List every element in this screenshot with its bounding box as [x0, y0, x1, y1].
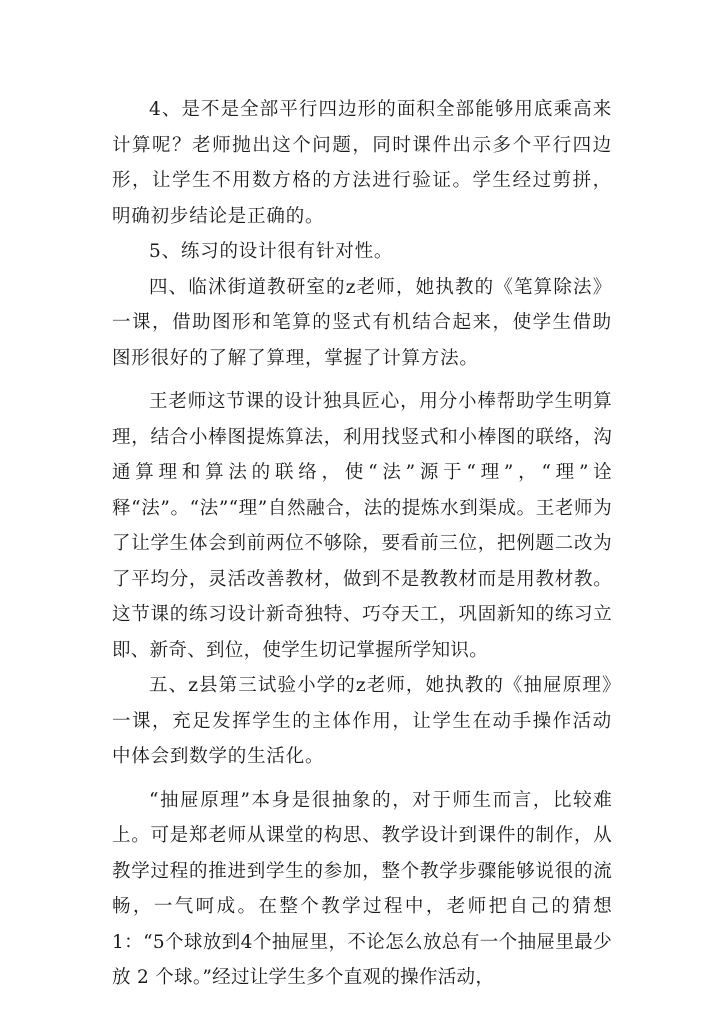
paragraph-5: 五、z县第三试验小学的z老师，她执教的《抽屉原理》一课，充足发挥学生的主体作用，让学生在动手操作活动中体会到数学的生活化。	[112, 675, 612, 767]
paragraph-3: 四、临沭街道教研室的z老师，她执教的《笔算除法》一课，借助图形和笔算的竖式有机结合起来，使学生借助图形很好的了解了算理，掌握了计算方法。	[112, 276, 612, 369]
paragraph-gap	[112, 775, 612, 783]
paragraph-2: 5、练习的设计很有针对性。	[149, 241, 394, 262]
paragraph-1: 4、是不是全部平行四边形的面积全部能够用底乘高来计算呢？老师抛出这个问题，同时课件出示多个平行四边形，让学生不用数方格的方法进行验证。学生经过剪拼，明确初步结论是正确的。	[112, 99, 612, 227]
paragraph-gap	[112, 376, 612, 384]
document-body	[112, 92, 612, 996]
paragraph-6: “抽屉原理”本身是很抽象的，对于师生而言，比较难上。可是郑老师从课堂的构思、教学设计到课件的制作，从教学过程的推进到学生的参加，整个教学步骤能够说很的流畅，一气呵成。在整个教学过程中，老师把自己的猜想1：“5个球放到4个抽屉里，不论怎么放总有一个抽屉里最少放 2 个球。”经过让学生多个直观的操作活动，	[112, 789, 612, 988]
paragraph-4: 王老师这节课的设计独具匠心，用分小棒帮助学生明算理，结合小棒图提炼算法，利用找竖式和小棒图的联络，沟通算理和算法的联络，使“法”源于“理”，“理”诠释“法”。“法”“理”自然融合，法的提炼水到渠成。王老师为了让学生体会到前两位不够除，要看前三位，把例题二改为了平均分，灵活改善教材，做到不是教教材而是用教材教。这节课的练习设计新奇独特、巧夺天工，巩固新知的练习立即、新奇、到位，使学生切记掌握所学知识。	[112, 391, 612, 661]
